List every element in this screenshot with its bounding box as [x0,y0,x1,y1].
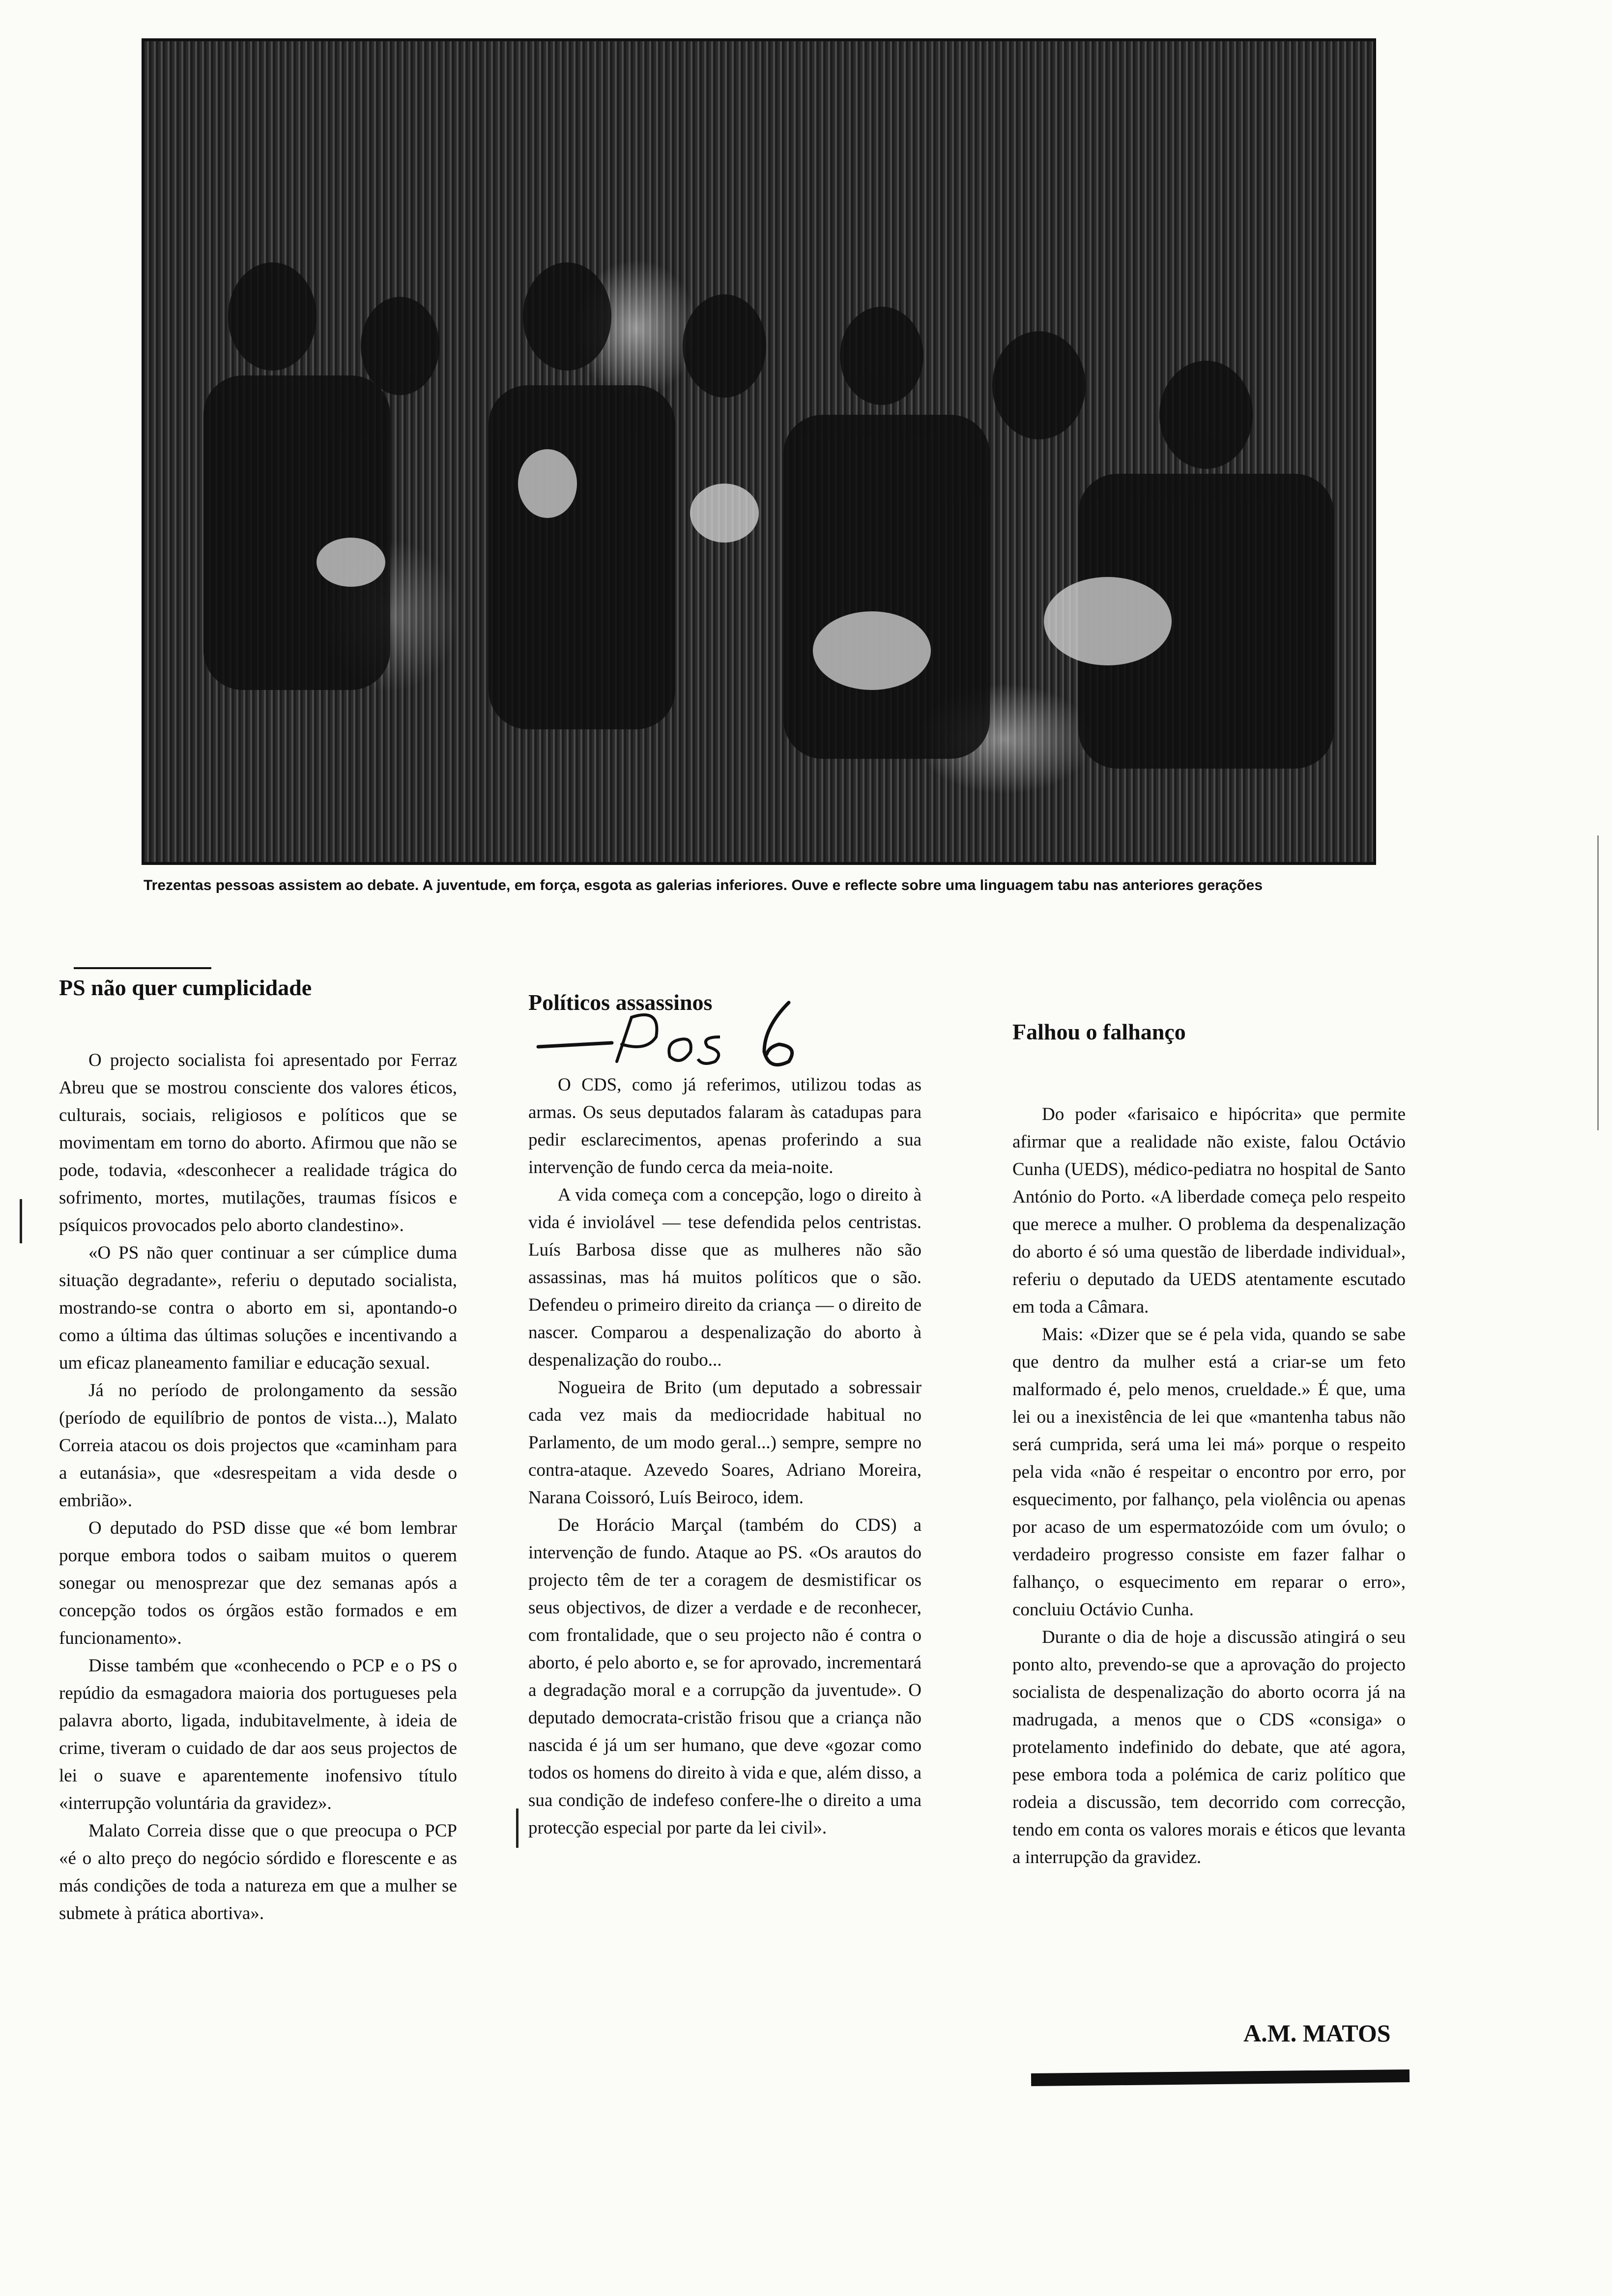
paragraph: A vida começa com a concepção, logo o direito à vida é inviolável — tese defendida pelos centristas. Luís Barbosa disse que as mulheres não são assassinas, mas há muitos políticos que o são. Defendeu o primeiro direito da criança — o direito de nascer. Comparou a despenalização do aborto à despenalização do roubo... [528,1185,921,1370]
paragraph: O CDS, como já referimos, utilizou todas as armas. Os seus deputados falaram às catadupas para pedir esclarecimentos, apenas proferindo a sua intervenção de fundo cerca da meia-noite. [528,1075,921,1177]
paragraph: Já no período de prolongamento da sessão (período de equilíbrio de pontos de vista...), Malato Correia atacou os dois projectos que «caminham para a eutanásia», que «desrespeitam a vida desde o embrião». [59,1380,457,1511]
paragraph: O deputado do PSD disse que «é bom lembrar porque embora todos o saibam muitos o querem sonegar ou menosprezar que dez semanas após a concepção todos os órgãos estão formados e em funcionamento». [59,1518,457,1648]
handwritten-annotation [533,988,848,1076]
column-falhou [1012,1017,1406,1871]
divider [74,967,211,969]
paragraph: O projecto socialista foi apresentado por Ferraz Abreu que se mostrou consciente dos valores éticos, culturais, sociais, religiosos e políticos que se movimentam em torno do aborto. Afirmou que não se pode, todavia, «desconhecer a realidade trágica do sofrimento, mortes, mutilações, traumas físicos e psíquicos provocados pelo aborto clandestino». [59,1050,457,1235]
paragraph: Malato Correia disse que o que preocupa o PCP «é o alto preço do negócio sórdido e florescente e as más condições de toda a natureza em que a mulher se submete à prática abortiva». [59,1821,457,1923]
author-signature: A.M. MATOS [1243,2019,1391,2047]
paragraph: Do poder «farisaico e hipócrita» que permite afirmar que a realidade não existe, falou Octávio Cunha (UEDS), médico-pediatra no hospital de Santo António do Porto. «A liberdade começa pelo respeito que merece a mulher. O problema da despenalização do aborto é só uma questão de liberdade individual», referiu o deputado da UEDS atentamente escutado em toda a Câmara. [1012,1104,1406,1317]
margin-mark [516,1808,518,1848]
paragraph: Durante o dia de hoje a discussão atingirá o seu ponto alto, prevendo-se que a aprovação do projecto socialista de despenalização do aborto ocorra já na madrugada, a menos que o CDS «consiga» o protelamento indefinido do debate, que até agora, pese embora toda a polémica de cariz político que rodeia a discussão, tem decorrido com correcção, tendo em conta os valores morais e éticos que levanta a interrupção da gravidez. [1012,1627,1406,1867]
margin-mark [20,1199,22,1243]
bottom-rule [1031,2069,1410,2086]
photo-caption: Trezentas pessoas assistem ao debate. A juventude, em força, esgota as galerias inferiores. Ouve e reflecte sobre uma linguagem tabu nas anteriores gerações [144,877,1263,893]
paragraph: Disse também que «conhecendo o PCP e o PS o repúdio da esmagadora maioria dos portugueses pela palavra aborto, ligada, indubitavelmente, à ideia de crime, tiveram o cuidado de dar aos seus projectos de lei o suave e aparentemente inofensivo título «interrupção voluntária da gravidez». [59,1656,457,1813]
paragraph: De Horácio Marçal (também do CDS) a intervenção de fundo. Ataque ao PS. «Os arautos do projecto têm de ter a coragem de desmistificar os seus objectivos, de dizer a verdade e de reconhecer, com frontalidade, que o seu projecto não é contra o aborto, é pelo aborto e, se for aprovado, incrementará a degradação moral e a corrupção da juventude». O deputado democrata-cristão frisou que a criança não nascida é já um ser humano, que deve «gozar como todos os homens do direito à vida e que, além disso, a sua condição de indefeso confere-lhe o direito a uma protecção especial por parte da lei civil». [528,1515,921,1838]
heading-ps: PS não quer cumplicidade [59,975,312,1000]
paragraph: «O PS não quer continuar a ser cúmplice duma situação degradante», referiu o deputado socialista, mostrando-se contra o aborto em si, apontando-o como a última das últimas soluções e incentivando a um eficaz planeamento familiar e educação sexual. [59,1243,457,1373]
paragraph: Nogueira de Brito (um deputado a sobressair cada vez mais da mediocridade habitual no Parlamento, de um modo geral...) sempre, sempre no contra-ataque. Azevedo Soares, Adriano Moreira, Narana Coissoró, Luís Beiroco, idem. [528,1378,921,1508]
heading-politicos: Políticos assassinos [528,990,713,1015]
heading-falhou: Falhou o falhanço [1012,1019,1186,1044]
column-politicos [528,988,921,1842]
margin-mark [1597,835,1599,1130]
column-ps [59,973,457,1927]
photo-figures [144,41,1373,862]
news-photo [142,38,1376,865]
paragraph: Mais: «Dizer que se é pela vida, quando se sabe que dentro da mulher está a criar-se um feto malformado é, pelo menos, crueldade.» É que, uma lei ou a inexistência de lei que «mantenha tabus não será cumprida, será uma lei má» porque o respeito pela vida «não é respeitar o encontro por erro, por esquecimento, por falhanço, pela violência ou apenas por acaso de um espermatozóide com um óvulo; o verdadeiro progresso consiste em fazer falhar o falhanço, o esquecimento em reparar o erro», concluiu Octávio Cunha. [1012,1324,1406,1620]
